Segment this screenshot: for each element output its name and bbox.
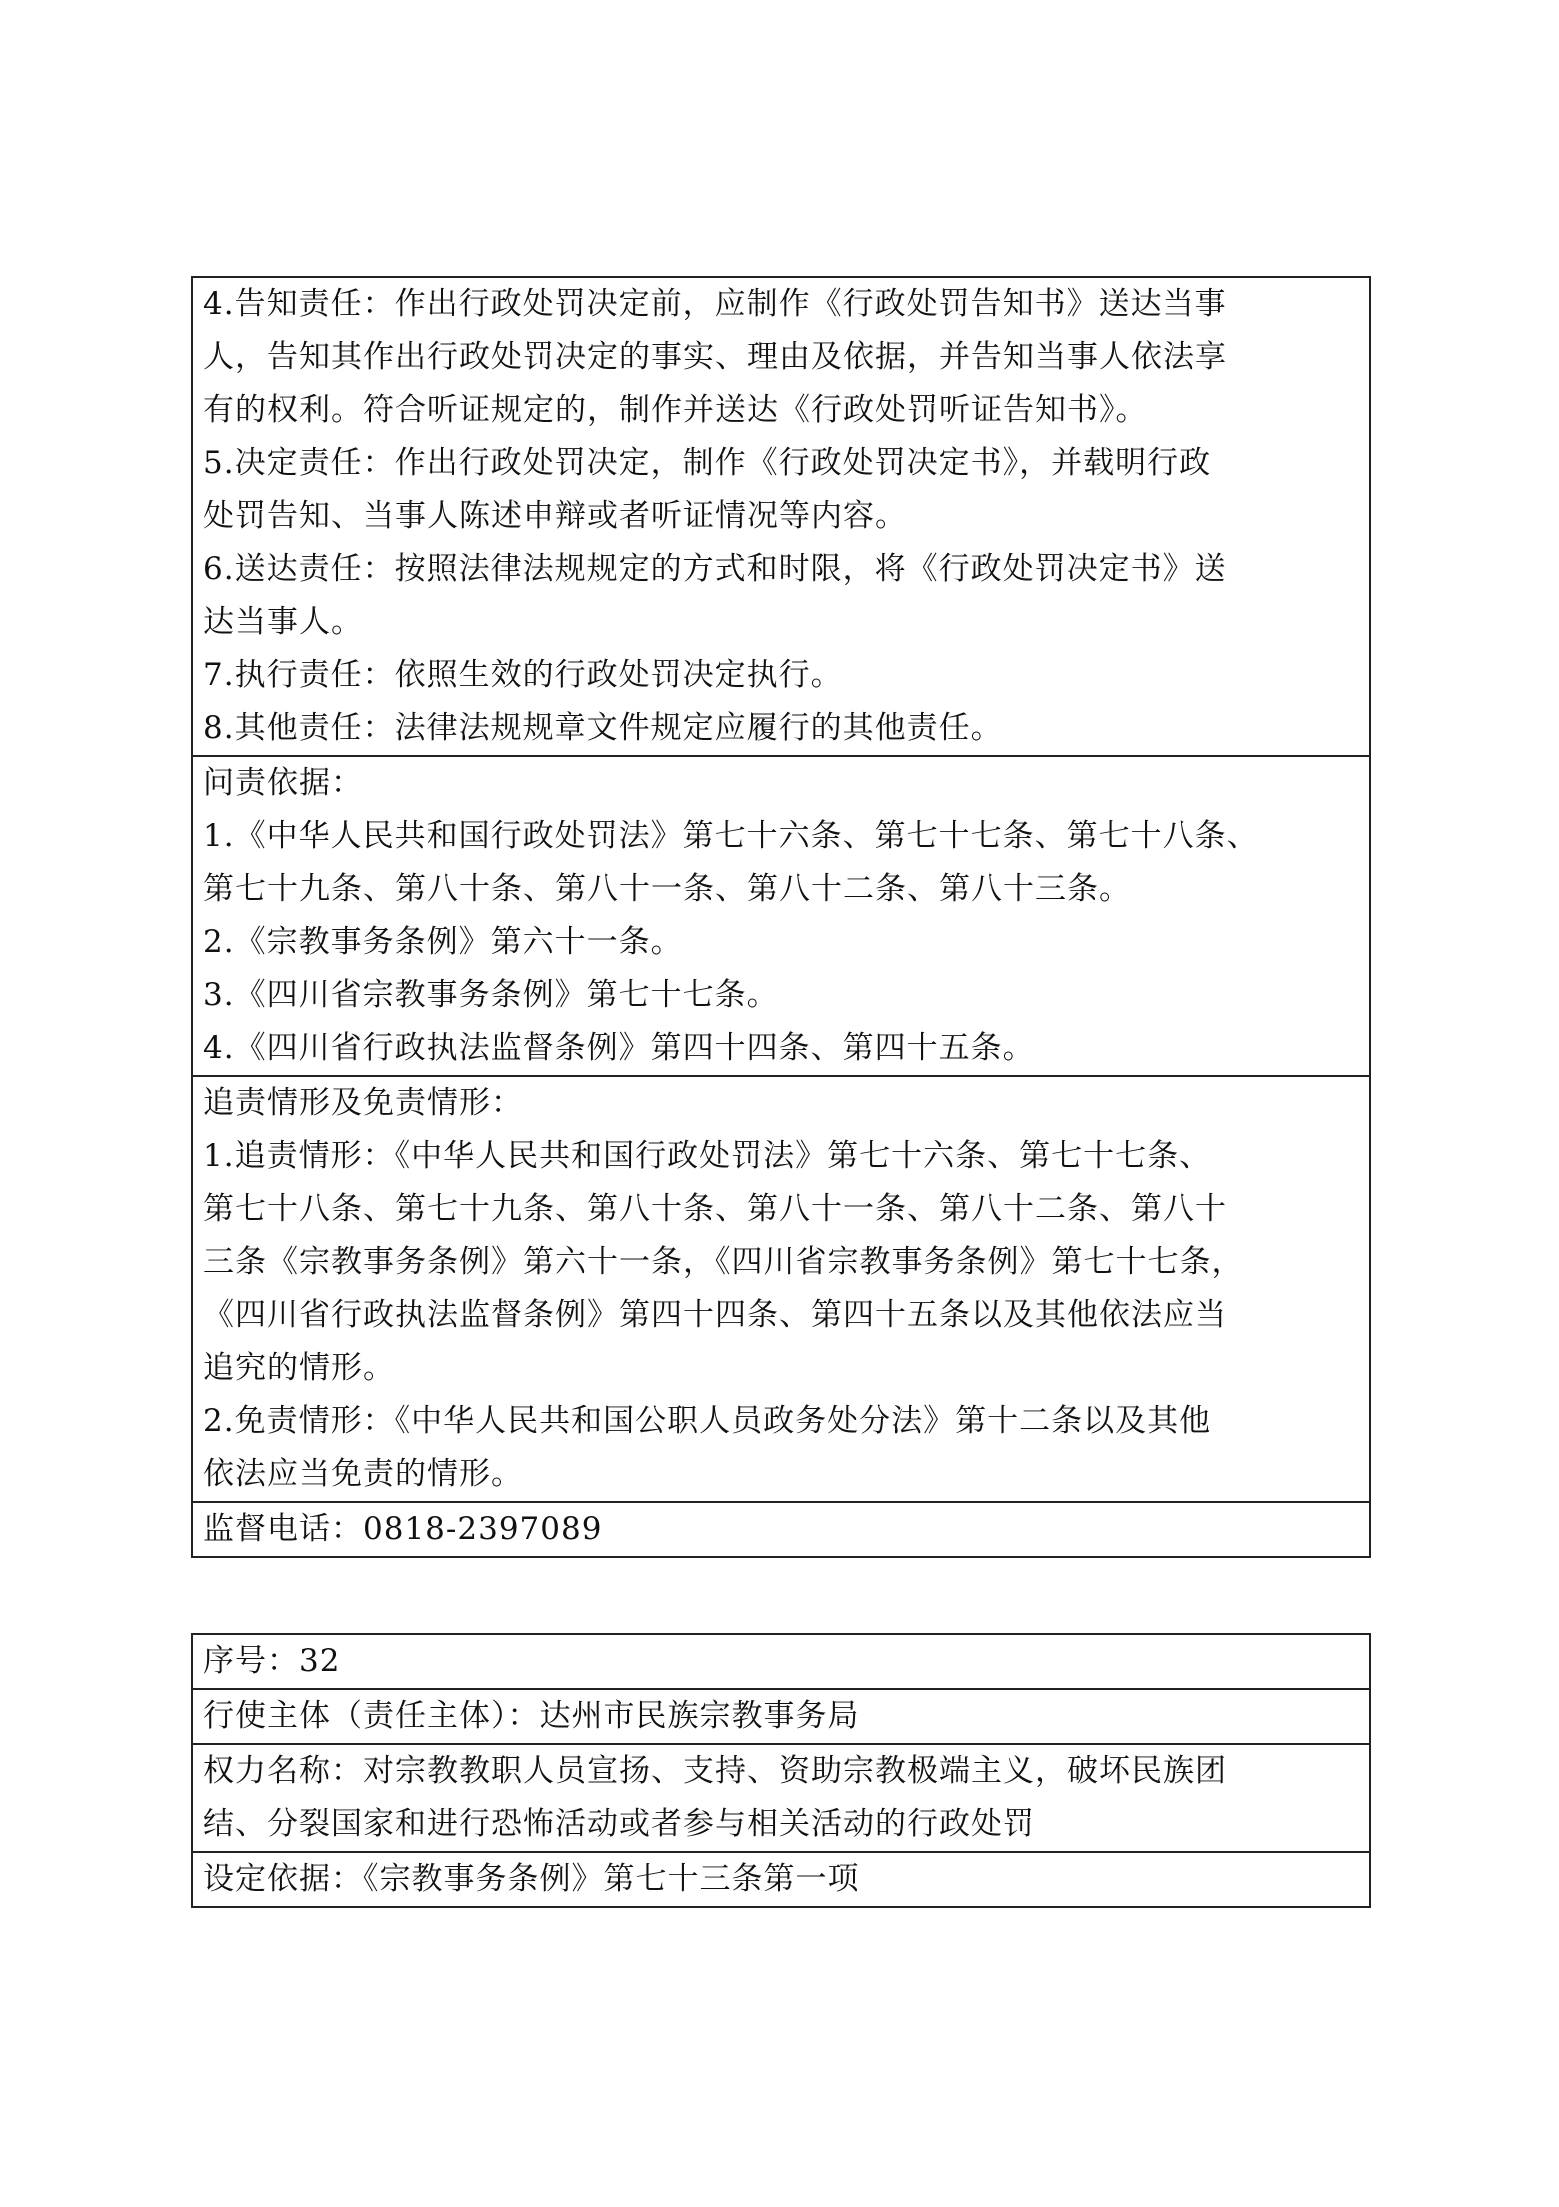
- power-name-line: 结、分裂国家和进行恐怖活动或者参与相关活动的行政处罚: [203, 1806, 1035, 1842]
- liability-line: 追究的情形。: [203, 1350, 395, 1386]
- power-name-cell: [193, 1743, 1369, 1851]
- serial-number: 序号：32: [203, 1643, 341, 1679]
- duties-line: 处罚告知、当事人陈述申辩或者听证情况等内容。: [203, 498, 907, 534]
- liability-line: 追责情形及免责情形：: [203, 1085, 523, 1121]
- duties-line: 达当事人。: [203, 604, 363, 640]
- hotline-cell: [193, 1501, 1369, 1556]
- legal-basis: 设定依据：《宗教事务条例》第七十三条第一项: [203, 1861, 860, 1897]
- duties-line: 6.送达责任：按照法律法规规定的方式和时限，将《行政处罚决定书》送: [203, 551, 1227, 587]
- responsible-subject: 行使主体（责任主体）：达州市民族宗教事务局: [203, 1698, 860, 1734]
- accountability-line: 问责依据：: [203, 765, 363, 801]
- supervision-hotline: 监督电话：0818-2397089: [203, 1511, 603, 1547]
- responsibility-table: [191, 276, 1371, 1558]
- accountability-line: 第七十九条、第八十条、第八十一条、第八十二条、第八十三条。: [203, 871, 1131, 907]
- accountability-line: 4.《四川省行政执法监督条例》第四十四条、第四十五条。: [203, 1030, 1035, 1066]
- accountability-line: 3.《四川省宗教事务条例》第七十七条。: [203, 977, 779, 1013]
- duties-line: 人，告知其作出行政处罚决定的事实、理由及依据，并告知当事人依法享: [203, 339, 1227, 375]
- accountability-line: 1.《中华人民共和国行政处罚法》第七十六条、第七十七条、第七十八条、: [203, 818, 1259, 854]
- power-item-table: [191, 1633, 1371, 1908]
- duties-cell: [193, 278, 1369, 755]
- liability-line: 《四川省行政执法监督条例》第四十四条、第四十五条以及其他依法应当: [203, 1297, 1227, 1333]
- liability-line: 2.免责情形：《中华人民共和国公职人员政务处分法》第十二条以及其他: [203, 1403, 1212, 1439]
- liability-cases-cell: [193, 1075, 1369, 1501]
- duties-line: 8.其他责任：法律法规规章文件规定应履行的其他责任。: [203, 710, 1003, 746]
- liability-line: 依法应当免责的情形。: [203, 1456, 523, 1492]
- accountability-line: 2.《宗教事务条例》第六十一条。: [203, 924, 683, 960]
- accountability-basis-cell: [193, 755, 1369, 1075]
- serial-cell: [193, 1635, 1369, 1688]
- liability-line: 1.追责情形：《中华人民共和国行政处罚法》第七十六条、第七十七条、: [203, 1138, 1212, 1174]
- basis-cell: [193, 1851, 1369, 1906]
- duties-line: 有的权利。符合听证规定的，制作并送达《行政处罚听证告知书》。: [203, 392, 1148, 428]
- duties-line: 5.决定责任：作出行政处罚决定，制作《行政处罚决定书》，并载明行政: [203, 445, 1212, 481]
- duties-line: 4.告知责任：作出行政处罚决定前，应制作《行政处罚告知书》送达当事: [203, 286, 1227, 322]
- duties-line: 7.执行责任：依照生效的行政处罚决定执行。: [203, 657, 843, 693]
- subject-cell: [193, 1688, 1369, 1743]
- liability-line: 第七十八条、第七十九条、第八十条、第八十一条、第八十二条、第八十: [203, 1191, 1227, 1227]
- liability-line: 三条《宗教事务条例》第六十一条，《四川省宗教事务条例》第七十七条，: [203, 1244, 1244, 1280]
- power-name-line: 权力名称：对宗教教职人员宣扬、支持、资助宗教极端主义，破坏民族团: [203, 1753, 1227, 1789]
